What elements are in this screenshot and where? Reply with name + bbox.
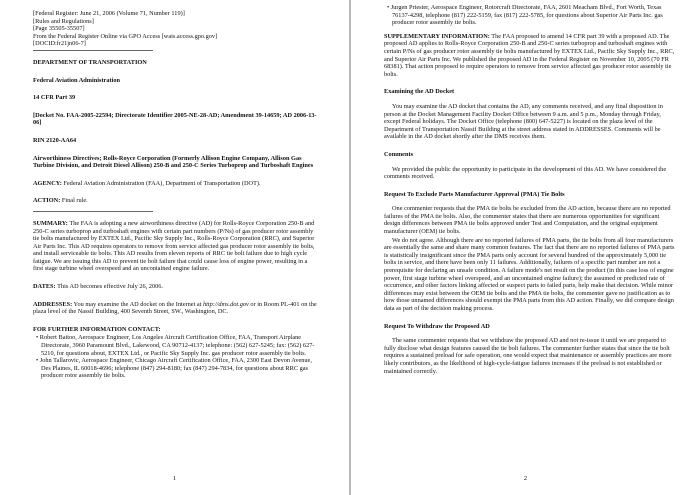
header-line: [Page 35505-35507]: [33, 25, 85, 33]
divider: [33, 211, 153, 212]
section-heading: Examining the AD Docket: [384, 88, 455, 96]
agency-heading: Federal Aviation Administration: [33, 76, 120, 84]
page-number: 1: [172, 475, 177, 483]
exclude-paragraph: We do not agree. Although there are no reported failures of PMA parts, the tie bolts from all four manufacturers are essentially the same and share many common features. The fact that there are no reported failures of PMA parts is statistically insignificant since the PMA parts only account for several hundred of the approximately 5,000 tie bolts in service, and there have been only 11 failures. Additionally, failures of a specific part number are not a prerequisite for declaring an unsafe condition. A failure mode's net result on the product (in this case loss of engine power, first stage turbine wheel overspeed, and an uncontained engine failure); the assumed or predicted rate of occurrence, and other factors linking affected or suspect parts to failed parts, help make that decision. While minor differences may exist between the OEM tie bolts and the PMA tie bolts, the commenter gave no justification as to how those unnamed differences should exempt the PMA parts from this AD action. Finally, we did compare design data as part of the decision making process.: [384, 236, 675, 312]
contact-heading: FOR FURTHER INFORMATION CONTACT:: [33, 325, 161, 333]
dates-text: This AD becomes effective July 26, 2006.: [55, 283, 163, 291]
exclude-paragraph: One commenter requests that the PMA tie bolts be excluded from the AD action, because there are no reported failures of the PMA tie bolts. Also, the commenter states that there are numerous opportunities for significant design differences between PMA tie bolts approved under Test and Computation, and the original equipment manufacturer (OEM) tie bolts.: [384, 205, 671, 236]
addresses-text: You may examine the AD docket on the Internet at: [72, 300, 204, 308]
register-header: [33, 10, 319, 48]
docket-link[interactable]: http://dms.dot.gov: [203, 300, 249, 308]
page-number: 2: [523, 475, 528, 483]
summary-paragraph: [33, 220, 319, 273]
docket-paragraph: You may examine the AD docket that contains the AD, any comments received, and any final disposition in person at the Docket Management Facility Docket Office between 9 a.m. and 5 p.m., Monday through Friday, except Federal holidays. The Docket Office (telephone (800) 647-5227) is located on the plaza level of the Department of Transportation Nassif Building at the street address stated in ADDRESSES. Comments will be available in the AD docket shortly after the DMS receives them.: [384, 102, 663, 141]
action-text: Final rule.: [60, 197, 88, 205]
page-1: [0, 0, 349, 495]
document-title: Airworthiness Directives; Rolls-Royce Corporation (Formerly Allison Engine Company, Allison Gas Turbine Division, and Detroit Diesel Allison) 250-B and 250-C Series Turboprop and Turboshaft Engines: [33, 154, 314, 170]
contact-item: • Jurgen Priester, Aerospace Engineer, Rotorcraft Directorate, FAA, 2601 Meacham Blvd., Fort Worth, Texas 76137-4298, telephone (817) 222-5159, fax (817) 222-5785, for questions about Superior Air Parts Inc. gas producer rotor assembly tie bolts.: [387, 4, 663, 27]
summary-label: SUMMARY:: [33, 219, 68, 227]
agency-paragraph: [33, 180, 319, 188]
docket-heading: [Docket No. FAA-2005-22594; Directorate Identifier 2005-NE-28-AD; Amendment 39-14659; AD 2006-13-06]: [33, 111, 317, 127]
action-label: ACTION:: [33, 197, 61, 205]
dates-label: DATES:: [33, 283, 56, 291]
addresses-paragraph: [33, 301, 319, 316]
section-heading: Request To Exclude Parts Manufacturer Approval (PMA) Tie Bolts: [384, 190, 565, 198]
page-2: [351, 0, 700, 495]
contact-item: • John Tallarovic, Aerospace Engineer, Chicago Aircraft Certification Office, FAA, 2300 East Devon Avenue, Des Plaines, IL 60018-4696; telephone (847) 294-8180; fax (847) 294-7834, for questions about RRC gas producer rotor assembly tie bolts.: [36, 357, 312, 380]
action-paragraph: [33, 197, 319, 205]
contact-item: • Robert Baitoo, Aerospace Engineer, Los Angeles Aircraft Certification Office, FAA, Transport Airplane Directorate, 3960 Paramount Blvd., Lakewood, CA 90712-4137; telephone: (562) 627-5245; fax: (562) 627-5210, for questions about, EXTEX Ltd., or Pacific Sky Supply Inc. gas producer rotor assembly tie bolts.: [36, 334, 315, 357]
rin-heading: RIN 2120-AA64: [33, 136, 77, 144]
addresses-label: ADDRESSES:: [33, 300, 73, 308]
supplementary-paragraph: [384, 33, 677, 79]
header-line: From the Federal Register Online via GPO Access [wais.access.gpo.gov]: [33, 32, 218, 40]
agency-text: Federal Aviation Administration (FAA), Department of Transportation (DOT).: [61, 179, 261, 187]
department-heading: DEPARTMENT OF TRANSPORTATION: [33, 58, 147, 66]
divider: [33, 50, 153, 51]
header-line: [DOCID:fr21jn06-7]: [33, 40, 86, 48]
withdraw-paragraph: The same commenter requests that we withdraw the proposed AD and not re-issue it until we are prepared to fully disclose what design features caused the tie bolt failures. The commenter further states that since the tie bolt requires a sustained preload for safe operation, one would expect that maintenance or assembly practices are more likely contributors, as the likelihood of high-cycle-fatigue failures increases if the preload is not established or maintained correctly.: [384, 337, 672, 375]
agency-label: AGENCY:: [33, 179, 62, 187]
dates-paragraph: [33, 283, 319, 291]
comments-paragraph: We provided the public the opportunity to participate in the development of this AD. We have considered the comments received.: [384, 165, 667, 181]
addresses-text: or in Room PL-401 on the plaza level of the Nassif Building, 400 Seventh Street, SW., Washington, DC.: [33, 300, 317, 316]
header-line: [Federal Register: June 21, 2006 (Volume 71, Number 119)]: [33, 10, 185, 17]
cfr-heading: 14 CFR Part 39: [33, 94, 76, 102]
supplementary-text: The FAA proposed to amend 14 CFR part 39 with a proposed AD. The proposed AD applies to Rolls-Royce Corporation 250-B and 250-C series turboprop and turboshaft engines with certain P/Ns of gas producer rotor assembly tie bolts manufactured by EXTEX Ltd., Pacific Sky Supply Inc., RRC, and Superior Air Parts Inc. We published the proposed AD in the Federal Register on November 10, 2005 (70 FR 68381). That action proposed to require operators to remove from service affected gas producer rotor assembly tie bolts.: [384, 32, 675, 78]
header-line: [Rules and Regulations]: [33, 17, 94, 25]
supplementary-label: SUPPLEMENTARY INFORMATION:: [384, 32, 490, 40]
section-heading: Request To Withdraw the Proposed AD: [384, 322, 490, 330]
summary-text: The FAA is adopting a new airworthiness directive (AD) for Rolls-Royce Corporation 250-B and 250-C series turboprop and turboshaft engines with certain part numbers (P/Ns) of gas producer rotor assembly tie bolts manufactured by EXTEX Ltd., Pacific Sky Supply Inc., Rolls-Royce Corporation (RRC), and Superior Air Parts Inc. This AD requires operators to remove from service affected gas producer rotor assembly tie bolts, and install serviceable tie bolts. This AD results from eleven reports of RRC tie bolt failure due to high cycle fatigue. We are issuing this AD to prevent tie bolt failure that could cause loss of engine power, resulting in a first stage turbine wheel overspeed and an uncontained engine failure.: [33, 219, 315, 273]
section-heading: Comments: [384, 150, 414, 158]
